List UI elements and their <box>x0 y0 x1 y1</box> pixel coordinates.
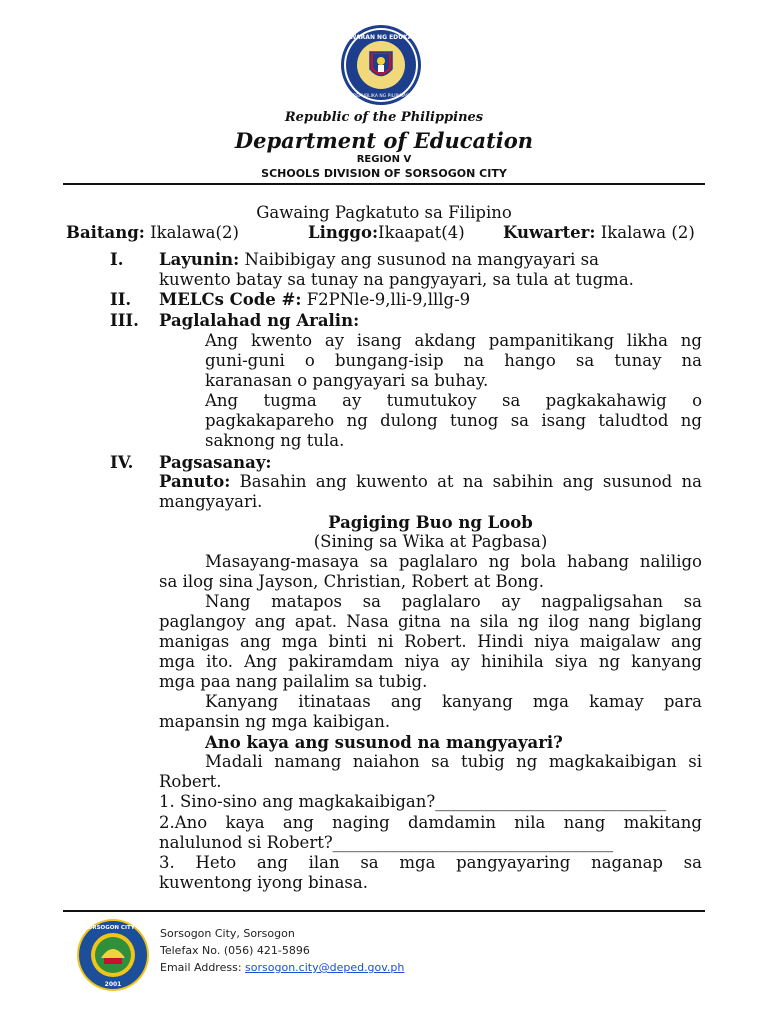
section-i-line-1 <box>159 250 599 270</box>
department-title: Department of Education <box>234 128 534 153</box>
republic-text: Republic of the Philippines <box>284 110 484 125</box>
story-p3-line-2: mapansin ng mga kaibigan. <box>159 712 391 731</box>
question-2-line-1: 2.Ano kaya ang naging damdamin nila nang makitang <box>159 813 702 832</box>
division-seal-icon <box>61 918 165 992</box>
division-text: SCHOOLS DIVISION OF SORSOGON CITY <box>261 167 507 180</box>
deped-seal <box>331 24 431 106</box>
footer-telefax: Telefax No. (056) 421-5896 <box>160 944 310 957</box>
division-seal-text: DEPED SORSOGON CITY DIVISION <box>61 925 165 931</box>
iii-p2-line-1: Ang tugma ay tumutukoy sa pagkakahawig o <box>205 391 702 410</box>
section-i-number: I. <box>110 250 124 269</box>
melcs-code: F2PNle-9,lli-9,lllg-9 <box>301 290 471 309</box>
layunin-text-1: Naibibigay ang susunod na mangyayari sa <box>239 250 599 269</box>
deped-seal-icon <box>331 24 431 106</box>
iii-p1-line-3: karanasan o pangyayari sa buhay. <box>205 371 489 390</box>
iii-p1-line-1: Ang kwento ay isang akdang pampanitikang likha ng <box>205 331 702 350</box>
story-question: Ano kaya ang susunod na mangyayari? <box>205 733 563 752</box>
activity-title: Gawaing Pagkatuto sa Filipino <box>256 203 512 222</box>
division-seal-year: 2001 <box>104 981 122 988</box>
iii-p1-line-2: guni-guni o bungang-isip na hango sa tunay na <box>205 351 702 370</box>
panuto-text-1: Basahin ang kuwento at na sabihin ang susunod na <box>230 472 702 491</box>
story-p1-line-1: Masayang-masaya sa paglalaro ng bola habang naliligo <box>205 552 702 571</box>
linggo-label: Linggo: <box>308 223 379 242</box>
question-1: 1. Sino-sino ang magkakaibigan?____________________________ <box>159 792 667 811</box>
pagsasanay-label: Pagsasanay: <box>159 453 272 472</box>
footer-email-line <box>160 960 404 976</box>
story-p2-line-1: Nang matapos sa paglalaro ay nagpaligsahan sa <box>205 592 702 611</box>
kwarter-label: Kuwarter: <box>503 223 596 242</box>
header-divider <box>63 183 705 185</box>
panuto-label: Panuto: <box>159 472 231 491</box>
linggo-value: Ikaapat(4) <box>378 223 465 242</box>
iii-p2-line-2: pagkakapareho ng dulong tunog sa isang taludtod ng <box>205 411 702 430</box>
story-p1-line-2: sa ilog sina Jayson, Christian, Robert at Bong. <box>159 572 544 591</box>
baitang-label: Baitang: <box>66 223 145 242</box>
story-p4-line-2: Robert. <box>159 772 222 791</box>
panuto-line-1 <box>159 472 702 492</box>
panuto-line-2: mangyayari. <box>159 492 263 511</box>
story-p2-line-5: mga paa nang pailalim sa tubig. <box>159 672 428 691</box>
question-2-line-2: nalulunod si Robert?__________________________________ <box>159 833 614 852</box>
linggo-group <box>308 223 465 243</box>
section-i-line-2: kuwento batay sa tunay na pangyayari, sa tula at tugma. <box>159 270 634 289</box>
section-iii-number: III. <box>110 311 139 330</box>
footer-divider <box>63 910 705 912</box>
layunin-label: Layunin: <box>159 250 240 269</box>
story-source: (Sining sa Wika at Pagbasa) <box>313 532 548 551</box>
seal-bottom-text: REPUBLIKA NG PILIPINAS <box>353 94 409 99</box>
section-ii-number: II. <box>110 290 132 309</box>
region-text: REGION V <box>356 154 412 165</box>
question-3-line-2: kuwentong iyong binasa. <box>159 873 368 892</box>
paglalahad-label: Paglalahad ng Aralin: <box>159 311 360 330</box>
melcs-label: MELCs Code #: <box>159 290 302 309</box>
story-p4-line-1: Madali namang naiahon sa tubig ng magkakaibigan si <box>205 752 702 771</box>
baitang-value: Ikalawa(2) <box>144 223 239 242</box>
footer-email-link[interactable]: sorsogon.city@deped.gov.ph <box>245 961 405 974</box>
kwarter-group <box>503 223 695 243</box>
story-p2-line-4: mga ito. Ang pakiramdam niya ay hinihila siya ng kanyang <box>159 652 702 671</box>
kwarter-value: Ikalawa (2) <box>595 223 695 242</box>
story-p2-line-3: manigas ang mga binti ni Robert. Hindi niya maigalaw ang <box>159 632 702 651</box>
division-seal <box>61 918 165 992</box>
footer-address: Sorsogon City, Sorsogon <box>160 927 295 940</box>
meta-row <box>66 223 706 243</box>
story-title: Pagiging Buo ng Loob <box>328 513 533 532</box>
section-iv-number: IV. <box>110 453 134 472</box>
iii-p2-line-3: saknong ng tula. <box>205 431 345 450</box>
section-ii-line <box>159 290 470 310</box>
footer-email-label: Email Address: <box>160 961 246 974</box>
story-p2-line-2: paglangoy ang apat. Nasa gitna na sila ng ilog nang biglang <box>159 612 702 631</box>
story-p3-line-1: Kanyang itinataas ang kanyang mga kamay para <box>205 692 702 711</box>
seal-top-text: KAGAWARAN NG EDUKASYON <box>331 34 431 41</box>
question-3-line-1: 3. Heto ang ilan sa mga pangyayaring naganap sa <box>159 853 702 872</box>
